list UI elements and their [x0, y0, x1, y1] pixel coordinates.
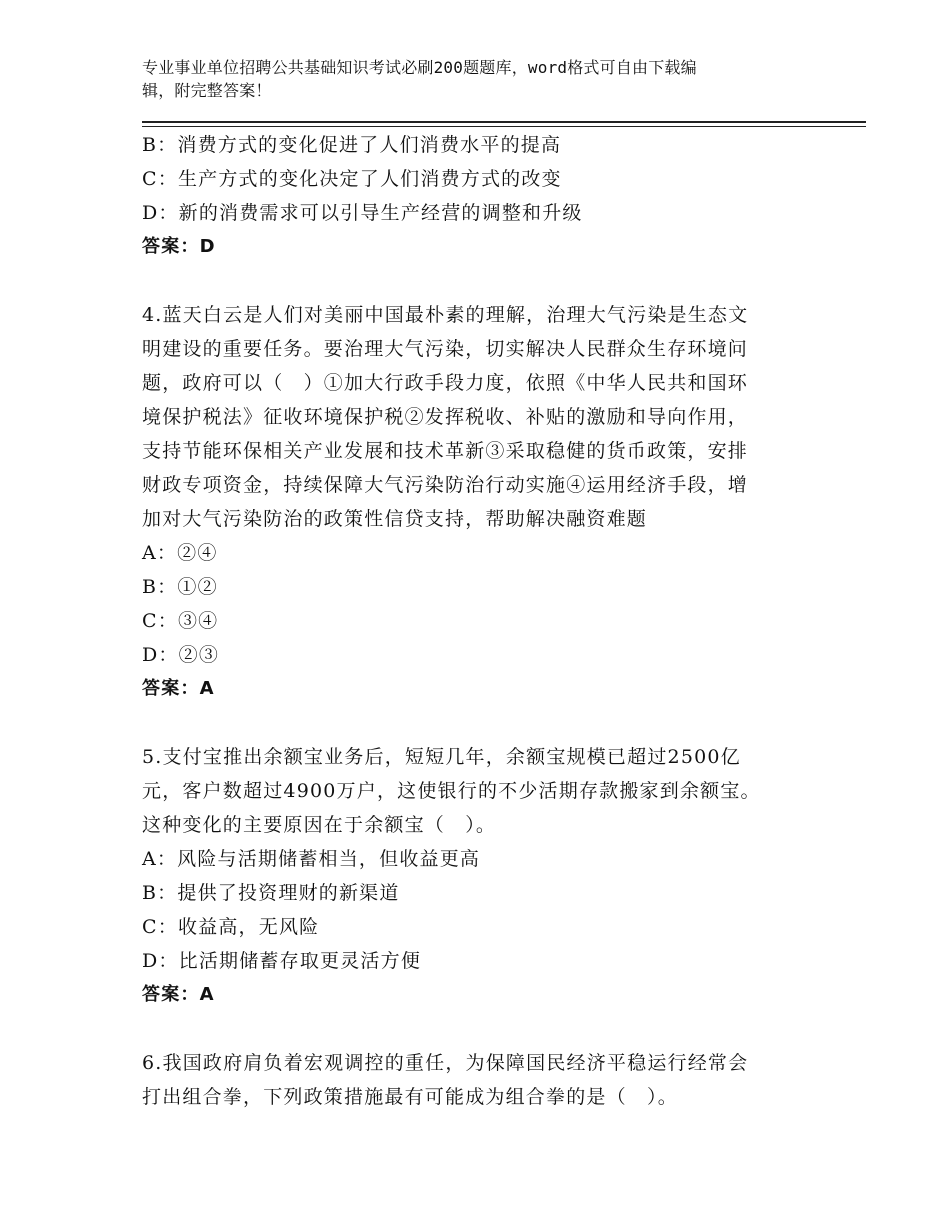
question-stem-line: 财政专项资金，持续保障大气污染防治行动实施④运用经济手段，增 [142, 474, 749, 496]
header-rule-thick [142, 121, 866, 123]
answer-label: 答案：A [142, 984, 215, 1005]
option-c: C：③④ [142, 610, 219, 632]
question-stem-line: 6.我国政府肩负着宏观调控的重任，为保障国民经济平稳运行经常会 [142, 1052, 749, 1074]
option-b: B：①② [142, 576, 218, 598]
question-stem-line: 打出组合拳，下列政策措施最有可能成为组合拳的是（ ）。 [142, 1086, 678, 1108]
question-spacer [142, 1012, 802, 1046]
question-stem-line: 5.支付宝推出余额宝业务后，短短几年，余额宝规模已超过2500亿 [142, 746, 741, 768]
question-5 [142, 740, 802, 1012]
question-stem-line: 明建设的重要任务。要治理大气污染，切实解决人民群众生存环境问 [142, 338, 749, 360]
question-stem-line: 加对大气污染防治的政策性信贷支持，帮助解决融资难题 [142, 508, 648, 530]
header-line-1: 专业事业单位招聘公共基础知识考试必刷200题题库，word格式可自由下载编 [142, 58, 697, 77]
header-line-2: 辑，附完整答案！ [142, 81, 272, 100]
answer-label: 答案：D [142, 236, 216, 257]
option-d: D：②③ [142, 644, 220, 666]
option-a: A：风险与活期储蓄相当，但收益更高 [142, 848, 481, 870]
document-body [142, 128, 802, 1114]
option-c: C：生产方式的变化决定了人们消费方式的改变 [142, 168, 562, 190]
question-6 [142, 1046, 802, 1114]
question-stem-line: 4.蓝天白云是人们对美丽中国最朴素的理解，治理大气污染是生态文 [142, 304, 749, 326]
option-b: B：提供了投资理财的新渠道 [142, 882, 400, 904]
option-b: B：消费方式的变化促进了人们消费水平的提高 [142, 134, 562, 156]
option-d: D：比活期储蓄存取更灵活方便 [142, 950, 422, 972]
question-spacer [142, 706, 802, 740]
option-c: C：收益高，无风险 [142, 916, 320, 938]
option-d: D：新的消费需求可以引导生产经营的调整和升级 [142, 202, 583, 224]
question-stem-line: 境保护税法》征收环境保护税②发挥税收、补贴的激励和导向作用， [142, 406, 749, 428]
question-3-tail [142, 128, 802, 264]
question-stem-line: 支持节能环保相关产业发展和技术革新③采取稳健的货币政策，安排 [142, 440, 749, 462]
question-stem-line: 这种变化的主要原因在于余额宝（ ）。 [142, 814, 497, 836]
header-rule-thin [142, 126, 866, 127]
option-a: A：②④ [142, 542, 218, 564]
question-stem-line: 元，客户数超过4900万户，这使银行的不少活期存款搬家到余额宝。 [142, 780, 761, 802]
question-4 [142, 298, 802, 706]
question-spacer [142, 264, 802, 298]
question-stem-line: 题，政府可以（ ）①加大行政手段力度，依照《中华人民共和国环 [142, 372, 749, 394]
page-header [142, 56, 802, 102]
answer-label: 答案：A [142, 678, 215, 699]
